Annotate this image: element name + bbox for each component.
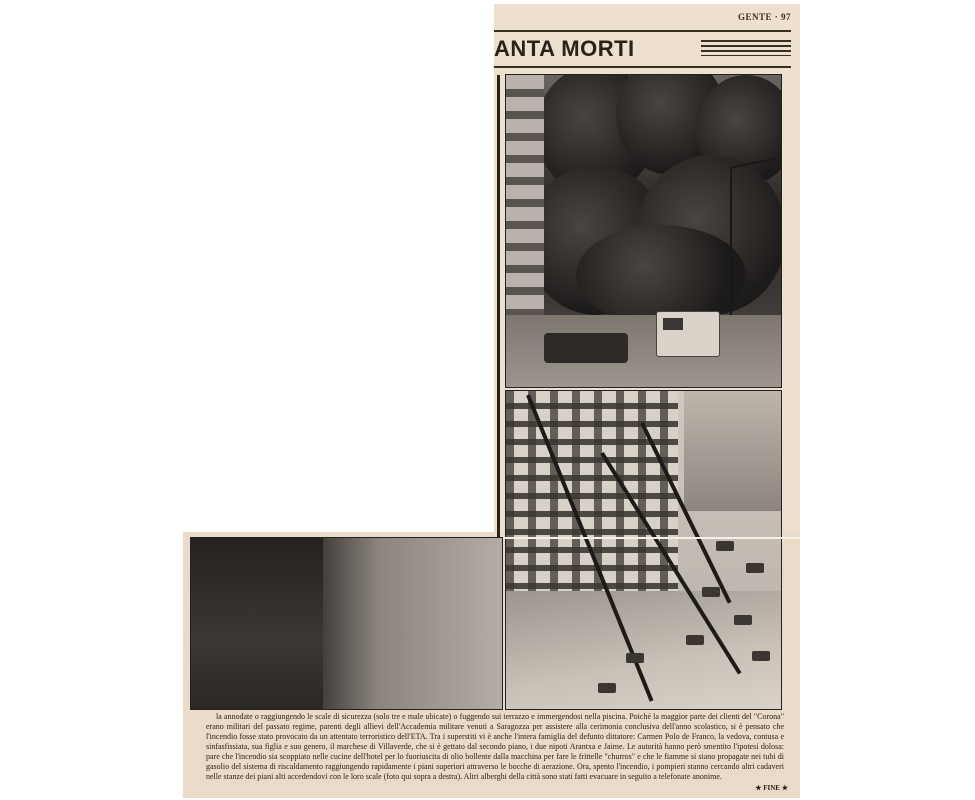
article-body: la annodate o raggiungendo le scale di sicurezza (solo tre e male ubicate) o fuggendo sui terrazzo e immergendosi nella piscina. Poiché la maggior parte dei clienti del "Corona" erano militari del passato regime, parenti degli allievi dell'Accademia militare venuti a Saragozza per assistere alla cerimonia conclusiva dell'anno scolastico, si è pensato che l'incendio fosse stato provocato da un attentato terroristico dell'ETA. Tra i superstiti vi è anche l'intera famiglia del defunto dittatore: Carmen Polo de Franco, la vedova, contusa e sinfasfissiata, sua figlia e suo genero, il marchese di Villaverde, che si è gettato dal secondo piano, i due nipoti Arantxa e Jaime. Le autorità hanno però smentito l'ipotesi dolosa: pare che l'incendio sia scoppiato nelle cucine dell'hotel per lo fuoriuscita di olio bollente dalla macchina per fare le frittelle "churros" e che le fiamme si siano propagate nei tubi di gasolio del sistema di riscaldamento raggiungendo rapidamente i piani superiori attraverso le bocche di aerazione. Ora, spento l'incendio, i pompieri stanno cercando altri cadaveri nelle stanze dei piani alti accedendovi con le loro scale (foto qui sopra a destra). Altri alberghi della città sono stati fatti evacuare in seguito a telefonate anonime. [206, 712, 784, 781]
headline: ANTA MORTI [494, 36, 635, 61]
column-rule [497, 75, 500, 537]
photo-hotel-fire [505, 74, 782, 388]
hotel-building [506, 391, 678, 621]
van [656, 311, 720, 357]
car [544, 333, 628, 363]
street-lamp [730, 167, 732, 337]
fold-line [494, 537, 800, 539]
photo-dark-blurred [190, 537, 503, 710]
street-crowd [506, 591, 781, 709]
distant-buildings [684, 391, 781, 511]
headline-bar [494, 30, 791, 68]
building-facade [506, 75, 544, 315]
photo-fire-ladders [505, 390, 782, 710]
page-header: GENTE · 97 [737, 12, 791, 22]
end-mark: ★ FINE ★ [755, 784, 788, 792]
headline-stripes [701, 40, 791, 56]
